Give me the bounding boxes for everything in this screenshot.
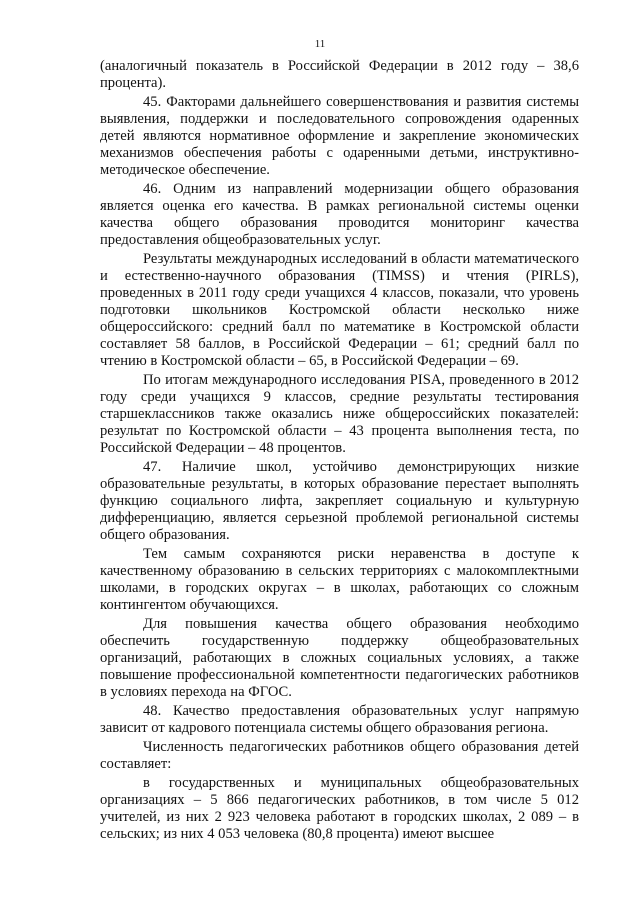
paragraph-staff-count-intro: Численность педагогических работников общего образования детей составляет: bbox=[100, 739, 579, 772]
paragraph-item-45: 45. Факторами дальнейшего совершенствования и развития системы выявления, поддержки и последовательного сопровождения одаренных детей являются нормативное оформление и закрепление экономических механизмов обеспечения работы с одаренными детьми, инструктивно-методическое обеспечение. bbox=[100, 94, 579, 178]
paragraph-quality-support: Для повышения качества общего образования необходимо обеспечить государственную поддержку общеобразовательных организаций, работающих в сложных социальных условиях, а также повышение профессиональной компетентности педагогических работников в условиях перехода на ФГОС. bbox=[100, 616, 579, 700]
paragraph-item-48: 48. Качество предоставления образовательных услуг напрямую зависит от кадрового потенциала системы общего образования региона. bbox=[100, 703, 579, 736]
page-number: 11 bbox=[314, 38, 326, 50]
paragraph-timss-pirls: Результаты международных исследований в области математического и естественно-научного образования (TIMSS) и чтения (PIRLS), проведенных в 2011 году среди учащихся 4 классов, показали, что уровень подготовки школьников Костромской области несколько ниже общероссийского: средний балл по математике в Костромской области составляет 58 баллов, в Российской Федерации – 61; средний балл по чтению в Костромской области – 65, в Российской Федерации – 69. bbox=[100, 251, 579, 369]
document-body bbox=[100, 58, 579, 843]
paragraph-pisa: По итогам международного исследования PISA, проведенного в 2012 году среди учащихся 9 классов, средние результаты тестирования старшеклассников также оказались ниже общероссийских показателей: результат по Костромской области – 43 процента выполнения теста, по Российской Федерации – 48 процентов. bbox=[100, 372, 579, 456]
paragraph-item-46: 46. Одним из направлений модернизации общего образования является оценка его качества. В рамках региональной системы оценки качества общего образования проводится мониторинг качества предоставления общеобразовательных услуг. bbox=[100, 181, 579, 248]
paragraph-continuation: (аналогичный показатель в Российской Федерации в 2012 году – 38,6 процента). bbox=[100, 58, 579, 91]
paragraph-inequality-risks: Тем самым сохраняются риски неравенства в доступе к качественному образованию в сельских территориях с малокомплектными школами, в городских округах – в школах, работающих со сложным контингентом обучающихся. bbox=[100, 546, 579, 613]
paragraph-staff-count-details: в государственных и муниципальных общеобразовательных организациях – 5 866 педагогических работников, в том числе 5 012 учителей, из них 2 923 человека работают в городских школах, 2 089 – в сельских; из них 4 053 человека (80,8 процента) имеют высшее bbox=[100, 775, 579, 842]
paragraph-item-47: 47. Наличие школ, устойчиво демонстрирующих низкие образовательные результаты, в которых образование перестает выполнять функцию социального лифта, закрепляет социальную и культурную дифференциацию, является серьезной проблемой региональной системы общего образования. bbox=[100, 459, 579, 543]
